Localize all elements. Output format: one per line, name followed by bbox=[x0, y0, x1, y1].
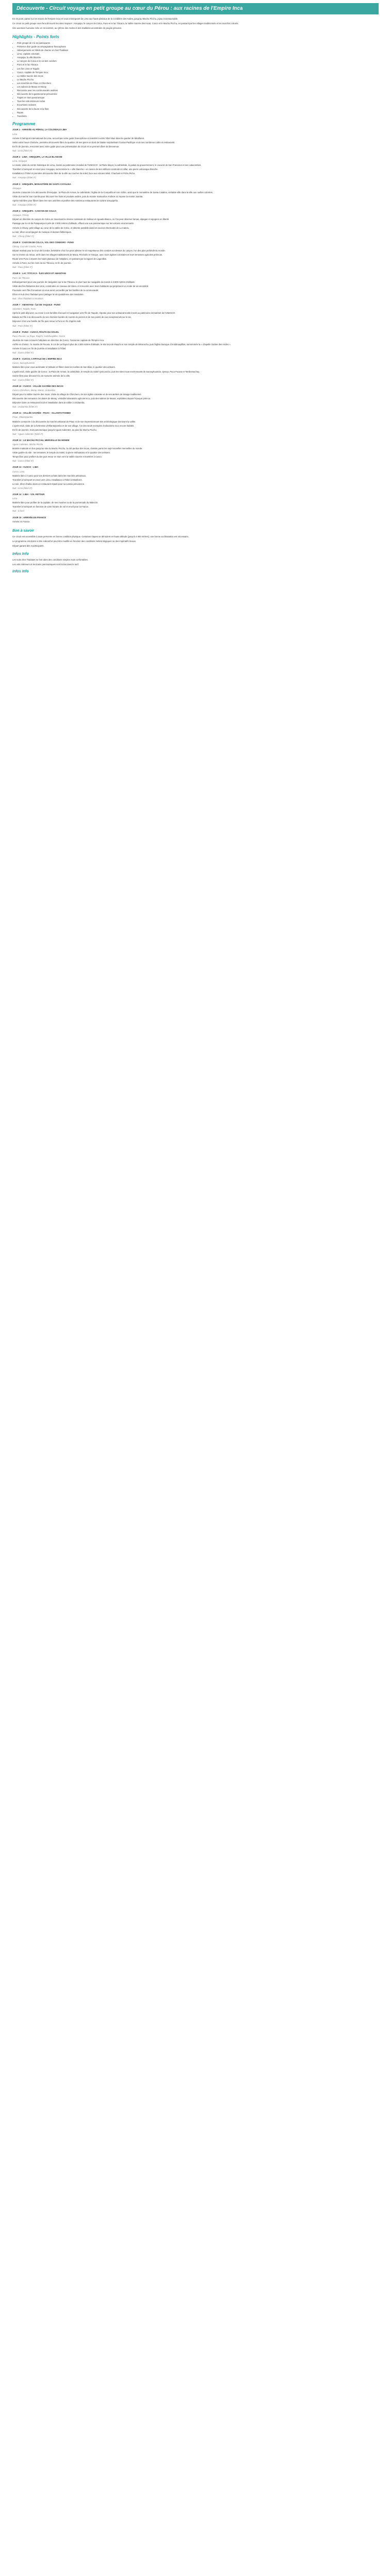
highlight-item: • Le canyon de Colca et le vol des condors bbox=[17, 60, 379, 63]
day-places: Arequipa, Chivay bbox=[12, 214, 29, 217]
day-block bbox=[12, 412, 379, 436]
day-title: JOUR 8 : PUNO - CUSCO, ROUTE DU SOLEIL bbox=[12, 330, 59, 333]
day-block bbox=[12, 210, 379, 238]
day-accommodation: Nuit : Cusco (hôtel 3*) bbox=[12, 378, 34, 381]
day-title: JOUR 11 : VALLÉE SACRÉE - PISAC - OLLANTAYTAMBO bbox=[12, 412, 71, 415]
day-paragraph: Soirée libre pour découvrir la vie nocturne animée de la ville. bbox=[12, 374, 71, 377]
day-accommodation: Nuit : Cusco (hôtel 3*) bbox=[12, 460, 34, 463]
day-places: Lima bbox=[12, 497, 18, 500]
good-to-know-paragraph: Ce circuit est accessible à toute personne en bonne condition physique. Certaines étapes se déroulent en haute altitude (jusqu'à 4 900 mètres), une bonne acclimatation est nécessaire. bbox=[12, 535, 189, 538]
day-paragraph: Dîner et nuit chez l'habitant pour partager la vie quotidienne des insulaires. bbox=[12, 293, 84, 296]
intro bbox=[12, 18, 379, 30]
day-paragraph: Après-midi libre pour flâner dans les rues animées et profiter des nombreux restaurants de cuisine arequipeña. bbox=[12, 199, 119, 202]
highlight-item: • Repas bbox=[17, 111, 379, 114]
day-block bbox=[12, 493, 379, 513]
day-paragraph: Montée matinale en bus jusqu'au site du Machu Picchu, la cité perdue des Incas, classée parmi les sept nouvelles merveilles du monde. bbox=[12, 447, 143, 450]
day-paragraph: Journée consacrée à la découverte d'Arequipa : la Plaza de Armas, la cathédrale, l'église de la Compañía et son cloître, ainsi que le monastère de Santa Catalina, véritable ville dans la ville aux ruelles colorées. bbox=[12, 191, 213, 194]
day-paragraph: Le matin, visite du centre historique de Lima, classé au patrimoine mondial de l'UNESCO : la Plaza Mayor, la cathédrale, le palais du gouvernement, le couvent de San Francisco et ses catacombes. bbox=[12, 164, 202, 167]
page bbox=[0, 0, 391, 575]
day-title: JOUR 9 : CUSCO, CAPITALE DE L'EMPIRE INCA bbox=[12, 358, 62, 361]
highlight-item: • Lima, capitale coloniale bbox=[17, 53, 379, 56]
day-paragraph: Journée de route à travers l'altiplano en direction de Cusco, l'ancienne capitale de l'Empire Inca. bbox=[12, 338, 105, 342]
day-paragraph: Passage par le col de Patapampa à près de 4 900 mètres d'altitude, offrant une vue panoramique sur les volcans environnants. bbox=[12, 222, 134, 225]
highlight-item: • Hébergements en hôtels de charme et chez l'habitant bbox=[17, 49, 379, 52]
day-places: Lima bbox=[12, 132, 18, 135]
highlights-heading: Highlights - Points forts bbox=[12, 35, 59, 40]
good-to-know-section bbox=[12, 529, 379, 548]
day-title: JOUR 1 : ARRIVÉE AU PÉROU, LA COLONIALE LIMA bbox=[12, 128, 67, 131]
highlight-item: • Le Machu Picchu bbox=[17, 78, 379, 81]
day-block bbox=[12, 358, 379, 382]
page-title: Découverte - Circuit voyage en petit groupe au cœur du Pérou : aux racines de l'Empire Inca bbox=[17, 6, 243, 11]
info-paragraph: Les nuits chez l'habitant se font dans des conditions simples mais confortables. bbox=[12, 558, 88, 562]
day-title: JOUR 14 : LIMA - VOL RETOUR bbox=[12, 493, 45, 496]
day-paragraph: Départ matinal pour la Cruz del Condor, belvédère d'où l'on peut admirer le vol majestueux des condors au-dessus du canyon, l'un des plus profonds du monde. bbox=[12, 249, 166, 252]
day-accommodation: Nuit : chez l'habitant à Amantani bbox=[12, 297, 43, 300]
day-block bbox=[12, 466, 379, 490]
day-accommodation: Nuit : Lima (hôtel 3*) bbox=[12, 149, 32, 152]
day-places: Aguas Calientes, Machu Picchu bbox=[12, 443, 43, 446]
programme bbox=[12, 128, 379, 523]
day-block bbox=[12, 439, 379, 463]
day-title: JOUR 5 : CANYON DE COLCA, VOL DES CONDORS - PUNO bbox=[12, 241, 74, 244]
day-paragraph: Arrêts en chemin : le musée de Pucara, le col de La Raya à plus de 4 300 mètres d'altitude, le site inca de Raqchi et son temple de Wiracocha, puis l'église baroque d'Andahuaylillas, surnommée la « chapelle Sixtine des Andes ». bbox=[12, 343, 231, 346]
highlight-item: • Découverte de la faune et la flore bbox=[17, 108, 379, 111]
day-places: Arequipa bbox=[12, 187, 21, 190]
highlight-item: • Puno et le lac Titicaca bbox=[17, 63, 379, 66]
intro-paragraph: Une aventure humaine riche en rencontres, au rythme des Andes et des traditions ancestrales du peuple péruvien. bbox=[12, 27, 122, 30]
day-accommodation: Nuit : Lima (hôtel 3*) bbox=[12, 486, 32, 489]
intro-paragraph: Ce circuit en petit groupe vous fera découvrir les sites majeurs : Arequipa, le canyon de Colca, Puno et le lac Titicaca, la Vallée Sacrée des Incas, Cusco et le Machu Picchu, en passant par les villages traditionnels et les marchés colorés. bbox=[12, 22, 239, 25]
intro-paragraph: En 15 jours, partez sur les traces de l'Empire Inca en vous immergeant de Lima aux hauts plateaux de la Cordillère des Andes, jusqu'au Machu Picchu, joyau incontournable. bbox=[12, 18, 178, 20]
day-paragraph: Poursuite vers l'île d'Amantani où vous serez accueillis par les familles de la communauté. bbox=[12, 289, 99, 292]
highlight-item: • Présence d'un guide accompagnateur francophone bbox=[17, 45, 379, 48]
highlight-item: • Les salines de Maras et Moray bbox=[17, 86, 379, 89]
day-paragraph: Transfert à l'aéroport en fonction de votre horaire de vol et envol pour la France. bbox=[12, 505, 89, 509]
day-title: JOUR 7 : AMANTANI - ÎLE DE TAQUILE - PUNO bbox=[12, 303, 60, 307]
day-paragraph: En fin de journée, train panoramique jusqu'à Aguas Calientes, au pied du Machu Picchu. bbox=[12, 428, 97, 431]
day-paragraph: Embarquement pour une journée de navigation sur le lac Titicaca, le plus haut lac navigable du monde à 3 800 mètres d'altitude. bbox=[12, 280, 136, 283]
day-accommodation: Nuit : Cusco (hôtel 3*) bbox=[12, 351, 34, 354]
day-block bbox=[12, 516, 379, 523]
day-places: Cusco, Chinchero, Moray, Maras, Urubamba bbox=[12, 388, 55, 392]
highlight-item: • Petit groupe de 2 à 12 participants bbox=[17, 42, 379, 45]
day-places: Lima, Arequipa bbox=[12, 160, 27, 163]
day-accommodation: Nuit : à bord bbox=[12, 510, 24, 513]
day-accommodation: Nuit : Arequipa (hôtel 3*) bbox=[12, 176, 36, 179]
day-paragraph: Arrivée à l'aéroport international de Lima, accueil par votre guide francophone et transfert à votre hôtel situé dans le quartier de Miraflores. bbox=[12, 137, 145, 140]
day-paragraph: Sur le chemin du retour, arrêt dans les villages traditionnels de Maca, Pinchollo et Yanque, avec leurs églises coloniales et leurs terrasses agricoles préincas. bbox=[12, 253, 163, 257]
day-block bbox=[12, 183, 379, 207]
good-to-know-paragraph: Départ garanti dès 2 participants. bbox=[12, 545, 44, 548]
day-paragraph: L'après-midi, visite guidée de Cusco : la Plaza de Armas, la cathédrale, le temple du Soleil Qoricancha, puis les sites incas environnants de Sacsayhuamán, Qenqo, Puca Pucara et Tambomachay. bbox=[12, 370, 200, 373]
day-paragraph: Visite des îles flottantes des Uros, construites en roseaux de totora, et rencontre avec leurs habitants qui perpétuent un mode de vie ancestral. bbox=[12, 284, 149, 287]
highlight-item: • Découverte de la gastronomie péruvienne bbox=[17, 93, 379, 96]
day-paragraph: Selon votre heure d'arrivée, première découverte libre du quartier, de ses parcs en bord de falaise surplombant l'océan Pacifique et de ses nombreux cafés et restaurants. bbox=[12, 141, 175, 144]
day-paragraph: Transfert à l'aéroport et envol pour Arequipa, surnommée la « ville blanche » en raison de ses édifices construits en sillar, une pierre volcanique blanche. bbox=[12, 168, 158, 171]
day-block bbox=[12, 241, 379, 269]
day-places: Amantani, Taquile, Puno bbox=[12, 308, 36, 311]
day-paragraph: Balade sur l'île à la découverte de ses chemins bordés de murets de pierres et de ses points de vue exceptionnels sur le lac. bbox=[12, 316, 132, 319]
highlight-item: • Trajets en train panoramique bbox=[17, 96, 379, 99]
day-paragraph: Après le petit-déjeuner, au revoir à vos familles d'accueil et navigation vers l'île de Taquile, réputée pour son artisanat textile inscrit au patrimoine immatériel de l'UNESCO. bbox=[12, 312, 176, 315]
day-paragraph: Arrivée à Chivay, petit village au cœur de la vallée de Colca, et détente possible dans les sources thermales de La Calera. bbox=[12, 226, 129, 229]
hero-banner bbox=[12, 3, 379, 14]
day-block bbox=[12, 331, 379, 355]
day-block bbox=[12, 385, 379, 409]
info-heading: Infos Info bbox=[12, 552, 29, 556]
day-paragraph: Déjeuner chez une famille de l'île puis retour à Puno en fin d'après-midi. bbox=[12, 320, 82, 323]
day-accommodation: Nuit : Arequipa (hôtel 3*) bbox=[12, 204, 36, 207]
highlight-item: • Rencontre avec les communautés andines bbox=[17, 89, 379, 92]
day-paragraph: Installation à l'hôtel et première découverte libre de la ville au coucher du soleil, face aux volcans Misti, Chachani et Pichu Pichu. bbox=[12, 172, 136, 175]
highlight-item: • Tous les vols intérieurs inclus bbox=[17, 100, 379, 103]
day-block bbox=[12, 156, 379, 180]
day-accommodation: Nuit : Aguas Calientes (hôtel 3*) bbox=[12, 432, 43, 435]
day-paragraph: Matinée libre pour profiter de la capitale, de ses musées ou de la promenade du Malecón. bbox=[12, 501, 99, 504]
info-section bbox=[12, 552, 379, 566]
info-paragraph: Les vols intérieurs et les trains panoramiques sont inclus dans le tarif. bbox=[12, 563, 79, 566]
highlight-item: • Les îles Uros et Taquile bbox=[17, 67, 379, 71]
good-to-know-heading: Bon à savoir bbox=[12, 529, 35, 533]
day-paragraph: Matinée libre à Cusco pour vos derniers achats dans les marchés artisanaux. bbox=[12, 474, 87, 477]
day-title: JOUR 4 : AREQUIPA - CANYON DE COLCA bbox=[12, 210, 57, 213]
day-paragraph: Départ pour la Vallée Sacrée des Incas. Visite du village de Chinchero, de son église coloniale et de ses ateliers de tissage traditionnel. bbox=[12, 393, 142, 396]
highlight-item: • Arequipa, la ville blanche bbox=[17, 56, 379, 59]
day-paragraph: Temps libre pour profiter du site puis retour en train vers la Vallée Sacrée et transfert à Cusco. bbox=[12, 455, 103, 459]
day-paragraph: Arrivée en France. bbox=[12, 520, 30, 523]
day-title: JOUR 15 : ARRIVÉE EN FRANCE bbox=[12, 516, 46, 519]
highlight-item: • Les marchés de Pisac et Chinchero bbox=[17, 82, 379, 85]
day-paragraph: Arrivée à Cusco en fin de journée et installation à l'hôtel. bbox=[12, 347, 67, 350]
day-title: JOUR 3 : AREQUIPA, MONASTÈRE DE SANTA CATALINA bbox=[12, 182, 71, 185]
day-paragraph: L'après-midi, visite de la forteresse d'Ollantaytambo et de son village, l'un des seuls exemples d'urbanisme inca encore habités. bbox=[12, 424, 135, 427]
day-block bbox=[12, 303, 379, 328]
day-title: JOUR 10 : CUSCO - VALLÉE SACRÉE DES INCAS bbox=[12, 384, 63, 387]
day-accommodation: Nuit : Puno (hôtel 3*) bbox=[12, 266, 32, 269]
day-paragraph: Visite guidée du site : les terrasses, le temple du Soleil, la pierre Intihuatana et le quartier des artisans. bbox=[12, 451, 110, 454]
day-accommodation: Nuit : Urubamba (hôtel 3*) bbox=[12, 405, 38, 409]
day-title: JOUR 13 : CUSCO - LIMA bbox=[12, 466, 39, 469]
day-paragraph: En fin de journée, rencontre avec votre guide pour une présentation du circuit et un premier dîner de bienvenue. bbox=[12, 145, 120, 148]
day-places: Cusco, Sacsayhuamán bbox=[12, 362, 35, 365]
day-places: Chivay, Cruz del Condor, Puno bbox=[12, 245, 42, 248]
day-accommodation: Nuit : Puno (hôtel 3*) bbox=[12, 324, 32, 327]
highlight-item: • Excursions incluses bbox=[17, 104, 379, 107]
day-paragraph: Visite du marché San Camilo pour découvrir les fruits et produits andins, puis du musée Santuarios Andinos où repose la momie Juanita. bbox=[12, 195, 143, 198]
day-places: Puno, Pucara, La Raya, Raqchi, Andahuaylillas, Cusco bbox=[12, 334, 66, 337]
day-paragraph: Matinée consacrée à la découverte du marché artisanal de Pisac et de son impressionnant site archéologique dominant la vallée. bbox=[12, 420, 136, 423]
day-paragraph: Le soir, dîner d'adieu dans un restaurant réputé pour sa cuisine péruvienne. bbox=[12, 482, 85, 485]
programme-heading: Programme bbox=[12, 121, 36, 126]
footer-heading: Infos Info bbox=[12, 570, 29, 574]
highlight-item: • La Vallée Sacrée des Incas bbox=[17, 75, 379, 78]
day-paragraph: Découverte des terrasses circulaires de Moray, véritable laboratoire agricole inca, puis des salines de Maras, exploitées depuis l'époque préinca. bbox=[12, 397, 151, 400]
day-title: JOUR 6 : LAC TITICACA - ÎLES UROS ET AMANTANI bbox=[12, 272, 66, 275]
day-title: JOUR 12 : LE MACHU PICCHU, MERVEILLE DU MONDE bbox=[12, 438, 70, 442]
good-to-know-paragraph: Le programme est donné à titre indicatif et peut être modifié en fonction des conditions météorologiques ou des impératifs locaux. bbox=[12, 539, 136, 543]
day-places: Pisac, Ollantaytambo bbox=[12, 416, 33, 419]
day-block bbox=[12, 272, 379, 300]
day-title: JOUR 2 : LIMA - AREQUIPA, LA VILLE BLANCHE bbox=[12, 156, 62, 158]
highlight-item: • Cusco, capitale de l'Empire Inca bbox=[17, 71, 379, 74]
day-block bbox=[12, 128, 379, 152]
day-paragraph: Transfert à l'aéroport et envol vers Lima. Installation à l'hôtel à Miraflores. bbox=[12, 478, 83, 481]
highlight-item: • Transferts bbox=[17, 115, 379, 118]
day-paragraph: Départ en direction du canyon de Colca en traversant la réserve nationale de Salinas et Aguada Blanca, où l'on peut observer lamas, alpagas et vigognes en liberté. bbox=[12, 218, 170, 221]
day-paragraph: Déjeuner dans un restaurant local et installation dans la vallée à Urubamba. bbox=[12, 401, 85, 404]
day-places: Cusco, Lima bbox=[12, 470, 25, 473]
day-accommodation: Nuit : Chivay (hôtel 3*) bbox=[12, 234, 34, 238]
day-places: Puno, lac Titicaca bbox=[12, 276, 30, 279]
day-paragraph: Route vers Puno à travers les hauts plateaux de l'altiplano, en passant par la lagune de Lagunillas. bbox=[12, 258, 107, 261]
day-paragraph: Matinée libre pour vous acclimater à l'altitude et flâner dans les ruelles de San Blas, le quartier des artisans. bbox=[12, 366, 116, 369]
highlights-list bbox=[12, 42, 379, 118]
day-paragraph: Le soir, dîner accompagné de musique et danses folkloriques. bbox=[12, 230, 72, 233]
day-paragraph: Arrivée à Puno, sur les rives du lac Titicaca, en fin de journée. bbox=[12, 262, 72, 265]
